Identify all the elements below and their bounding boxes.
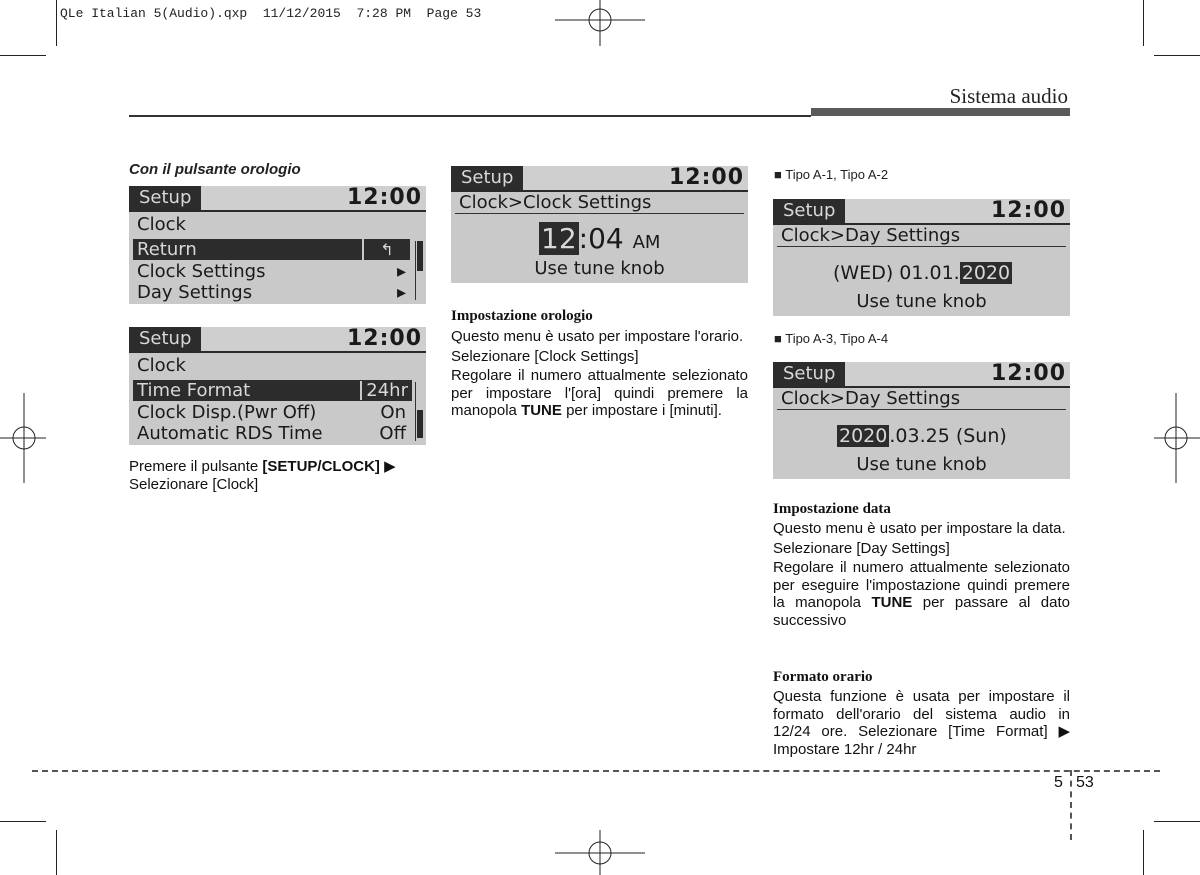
lcd-clock: 12:00 [346,186,422,210]
date-value: (WED) 01.01. [833,262,960,284]
crop-mark [1154,821,1200,822]
year-value: 2020 [839,425,888,447]
lcd-hint: Use tune knob [856,454,987,475]
footer-dashed-rule [32,770,1160,772]
menu-item-label: Day Settings [137,282,253,303]
crop-mark [0,821,46,822]
menu-item-value: 24hr [360,381,412,400]
lcd-divider [777,409,1066,410]
chevron-right-icon: ▸ [396,282,406,303]
ampm-value: AM [632,232,661,253]
lcd-clock: 12:00 [990,362,1066,386]
date-setting-display [837,424,1007,448]
menu-item-day-settings [133,282,412,303]
time-setting-display [539,222,660,260]
section-title: Sistema audio [949,84,1068,108]
chevron-right-icon: ▸ [396,261,406,282]
lcd-tab: Setup [773,362,845,386]
heading-date-setting: Impostazione data [773,501,891,517]
hour-value: 12 [541,222,577,255]
lcd-heading: Clock [137,214,186,235]
lcd-tab: Setup [129,327,201,351]
crop-mark [1143,0,1144,46]
lcd-screen-day-settings-b [773,362,1070,479]
date-setting-display [833,261,1012,285]
paragraph: Questo menu è usato per impostare la data. [773,520,1066,537]
knob-name: TUNE [871,594,913,611]
lcd-screen-day-settings-a [773,199,1070,316]
lcd-hint: Use tune knob [856,291,987,312]
heading-time-format: Formato orario [773,669,873,685]
page-number: 53 [1076,774,1094,791]
crop-mark [1143,830,1144,875]
scrollbar [415,382,424,441]
crop-mark [1154,55,1200,56]
lcd-heading: Clock [137,355,186,376]
menu-item-label: Clock Disp.(Pwr Off) [137,402,317,423]
registration-mark-left [0,393,46,483]
header-rule-thick [811,108,1070,116]
caption-type-a1-a2: ■ Tipo A-1, Tipo A-2 [774,167,889,182]
registration-mark-right [1154,393,1200,483]
menu-item-time-format [133,380,412,401]
lcd-tab: Setup [773,199,845,223]
chapter-number: 5 [1054,774,1063,791]
paragraph: Questo menu è usato per impostare l'orario. [451,328,744,345]
text-run: Regolare il numero attualmente selezionato per impostare l'[ora] quindi premere la manopola [451,367,748,419]
scrollbar-thumb [417,410,423,438]
lcd-divider [455,213,744,214]
lcd-tab: Setup [451,166,523,190]
registration-mark-top [555,0,645,46]
year-value: 2020 [961,262,1011,284]
heading-clock-setting: Impostazione orologio [451,308,593,324]
lcd-clock: 12:00 [668,166,744,190]
paragraph: Selezionare [Day Settings] [773,539,950,557]
scrollbar-thumb [417,241,423,271]
menu-item-label: Time Format [137,380,251,401]
menu-item-rds-time [133,423,412,444]
clock-setting-text [451,328,748,420]
scrollbar [415,241,424,300]
menu-item-value: On [380,402,406,423]
lcd-heading: Clock>Day Settings [781,225,961,246]
knob-name: TUNE [521,402,562,419]
header-rule [129,115,811,117]
time-format-text [773,688,1070,758]
paragraph: Questa funzione è usata per impostare il formato dell'orario del sistema audio in 12/24 ore. Selezionare [Time Format] ▶ Impostare 12hr / 24hr [773,688,1070,758]
lcd-screen-clock-options [129,327,426,445]
menu-item-clock-disp [133,402,412,423]
crop-mark [56,830,57,875]
crop-mark [56,0,57,46]
instruction-line: Selezionare [Clock] [129,475,259,493]
text-run: Premere il pulsante [129,458,263,475]
minute-value: :04 [578,222,624,255]
lcd-clock: 12:00 [990,199,1066,223]
caption-type-a3-a4: ■ Tipo A-3, Tipo A-4 [774,331,889,346]
menu-item-label: Clock Settings [137,261,266,282]
paragraph [451,367,748,420]
menu-item-clock-settings [133,261,412,282]
return-icon: ↰ [364,239,410,260]
text-run: per passare al dato successivo [773,594,1070,629]
menu-item-return [133,239,362,260]
date-setting-text [773,520,1070,629]
date-value: .03.25 (Sun) [889,425,1007,447]
paragraph [773,559,1070,629]
button-name: [SETUP/CLOCK] [262,458,380,475]
lcd-screen-clock-menu [129,186,426,304]
crop-mark [0,55,46,56]
instruction-text [129,458,426,493]
lcd-heading: Clock>Day Settings [781,388,961,409]
lcd-clock: 12:00 [346,327,422,351]
menu-item-label: Return [137,239,197,260]
paragraph: Selezionare [Clock Settings] [451,347,639,365]
lcd-divider [777,246,1066,247]
registration-mark-bottom [555,830,645,875]
text-run: per impostare i [minuti]. [561,402,722,419]
text-run: Regolare il numero attualmente selezionato per eseguire l'impostazione quindi premere la manopola [773,559,1070,611]
lcd-tab: Setup [129,186,201,210]
lcd-screen-clock-settings [451,166,748,283]
arrow-icon: ▶ [379,458,396,475]
print-slug: QLe Italian 5(Audio).qxp 11/12/2015 7:28 PM Page 53 [60,6,482,21]
menu-item-value: Off [379,423,406,444]
menu-item-label: Automatic RDS Time [137,423,323,444]
footer-dashed-divider [1070,770,1072,840]
subsection-title: Con il pulsante orologio [129,161,301,178]
lcd-hint: Use tune knob [534,258,665,279]
lcd-heading: Clock>Clock Settings [459,192,652,213]
